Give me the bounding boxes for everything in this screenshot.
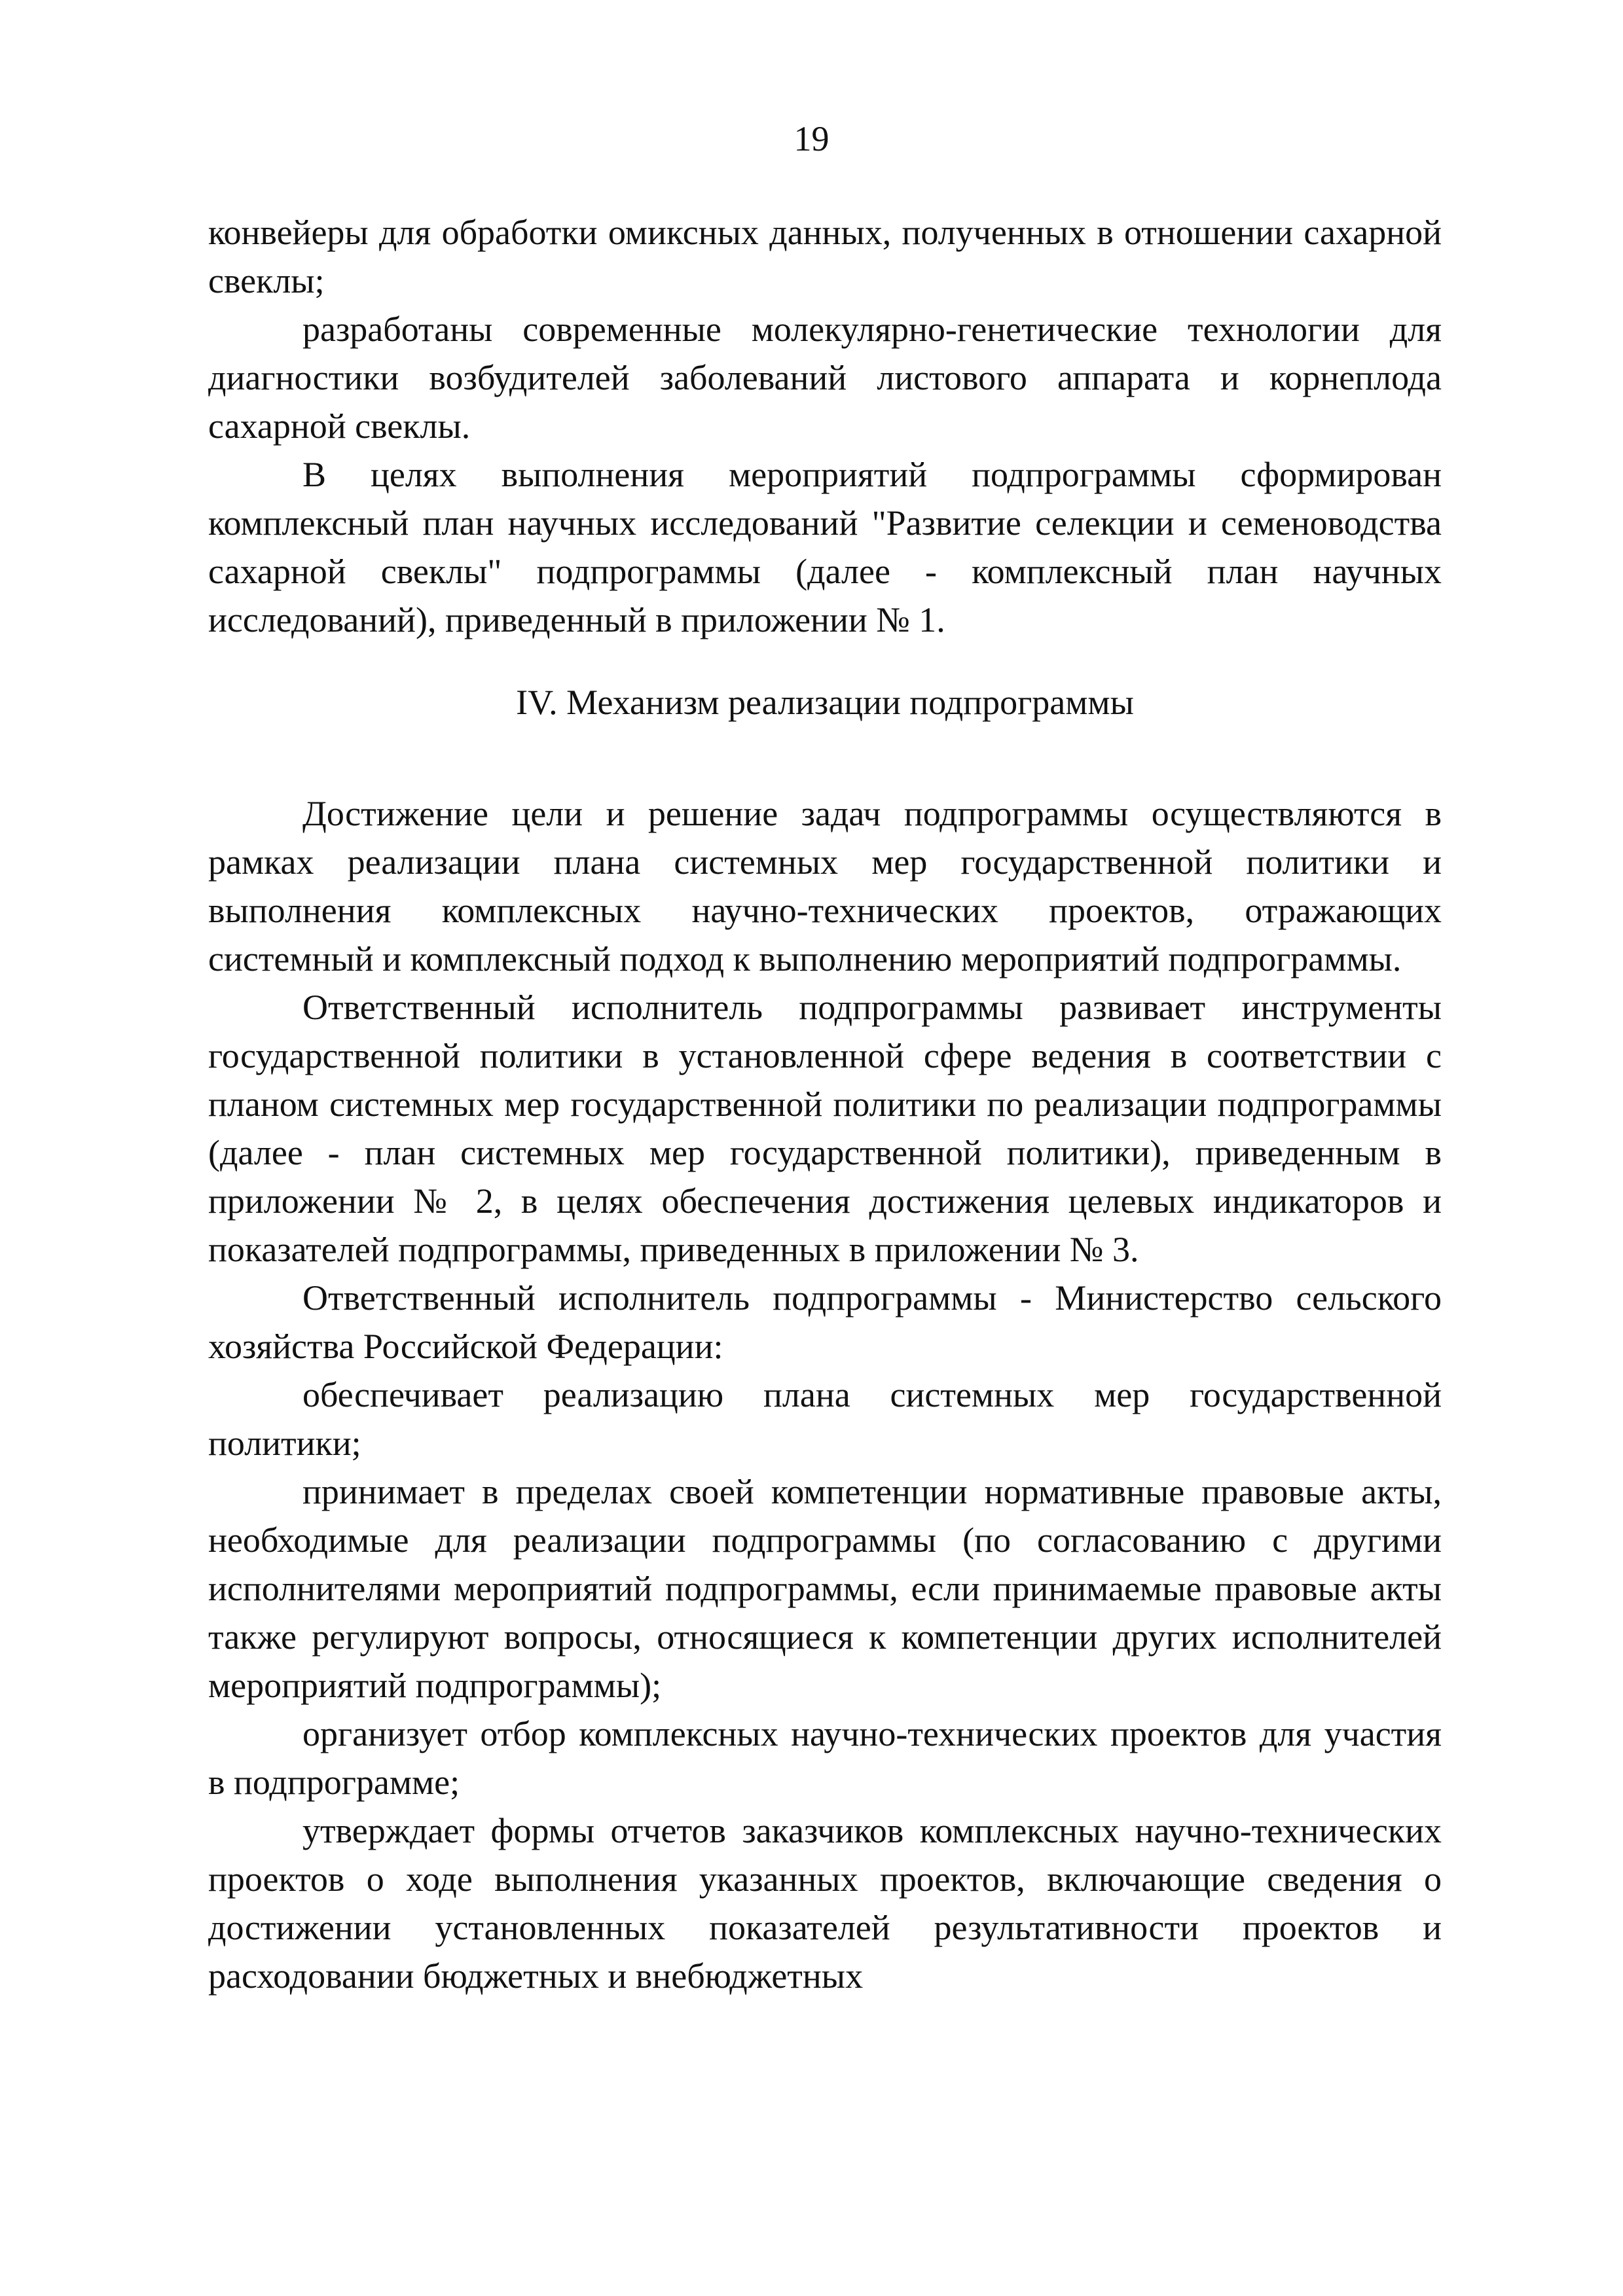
paragraph: Ответственный исполнитель подпрограммы - Министерство сельского хозяйства Российской Федерации: bbox=[208, 1278, 1442, 1366]
paragraph: утверждает формы отчетов заказчиков комплексных научно-технических проектов о ходе выполнения указанных проектов, включающие сведения о достижении установленных показателей результативности проектов и расходовании бюджетных и внебюджетных bbox=[208, 1811, 1442, 1996]
page-number: 19 bbox=[793, 119, 830, 158]
paragraph: принимает в пределах своей компетенции нормативные правовые акты, необходимые для реализации подпрограммы (по согласованию с другими исполнителями мероприятий подпрограммы, если принимаемые правовые акты также регулируют вопросы, относящиеся к компетенции других исполнителей мероприятий подпрограммы); bbox=[208, 1472, 1442, 1705]
paragraph: конвейеры для обработки омиксных данных, полученных в отношении сахарной свеклы; bbox=[208, 213, 1442, 300]
paragraph: организует отбор комплексных научно-технических проектов для участия в подпрограмме; bbox=[208, 1714, 1442, 1802]
paragraph: разработаны современные молекулярно-генетические технологии для диагностики возбудителей заболеваний листового аппарата и корнеплода сахарной свеклы. bbox=[208, 310, 1442, 446]
paragraph: В целях выполнения мероприятий подпрограммы сформирован комплексный план научных исследований "Развитие селекции и семеноводства сахарной свеклы" подпрограммы (далее - комплексный план научных исследований), приведенный в приложении № 1. bbox=[208, 455, 1442, 639]
paragraph: обеспечивает реализацию плана системных мер государственной политики; bbox=[208, 1375, 1442, 1463]
paragraph: Ответственный исполнитель подпрограммы развивает инструменты государственной политики в установленной сфере ведения в соответствии с планом системных мер государственной политики по реализации подпрограммы (далее - план системных мер государственной политики), приведенным в приложении № 2, в целях обеспечения достижения целевых индикаторов и показателей подпрограммы, приведенных в приложении № 3. bbox=[208, 988, 1442, 1269]
document-body bbox=[208, 208, 1442, 2000]
section-heading: IV. Механизм реализации подпрограммы bbox=[516, 683, 1134, 722]
paragraph: Достижение цели и решение задач подпрограммы осуществляются в рамках реализации плана системных мер государственной политики и выполнения комплексных научно-технических проектов, отражающих системный и комплексный подход к выполнению мероприятий подпрограммы. bbox=[208, 794, 1442, 978]
